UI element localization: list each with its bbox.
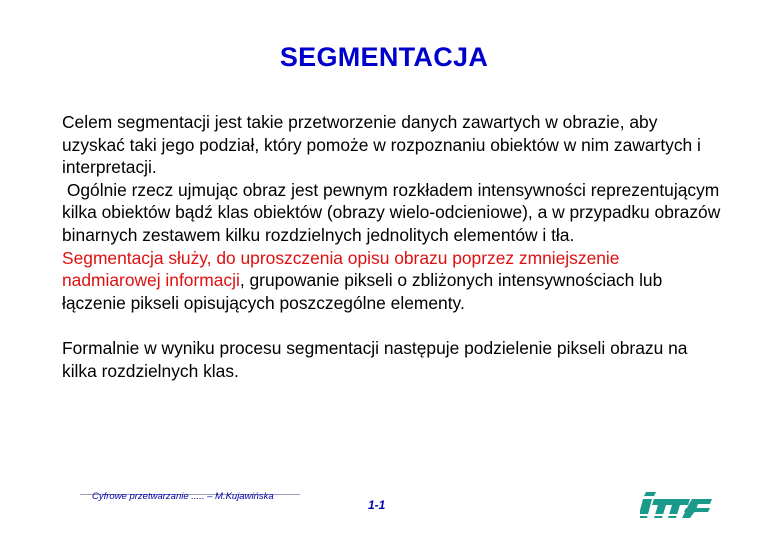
slide-body — [62, 111, 726, 382]
paragraph-3 — [62, 247, 722, 315]
footer-author: Cyfrowe przetwarzanie ..... – M.Kujawińska — [92, 491, 274, 502]
paragraph-3-rest: , grupowanie pikseli o zbliżonych intensywnościach lub łączenie pikseli opisujących poszczególne elementy. — [62, 270, 663, 313]
slide-title: SEGMENTACJA — [279, 42, 489, 72]
paragraph-2: Ogólnie rzecz ujmując obraz jest pewnym rozkładem intensywności reprezentującym kilka obiektów bądź klas obiektów (obrazy wielo-odcieniowe), a w przypadku obrazów binarnych zestawem kilku rozdzielnych jednolitych elementów i tła. — [62, 179, 726, 245]
paragraph-4: Formalnie w wyniku procesu segmentacji następuje podzielenie pikseli obrazu na kilka rozdzielnych klas. — [62, 337, 688, 381]
paragraph-gap — [62, 314, 722, 337]
institute-logo-icon — [640, 490, 712, 520]
page-number: 1-1 — [368, 498, 386, 512]
highlighted-text: Segmentacja służy, do uproszczenia opisu obrazu poprzez zmniejszenie nadmiarowej informacji — [62, 247, 620, 291]
paragraph-1: Celem segmentacji jest takie przetworzenie danych zawartych w obrazie, aby uzyskać taki jego podział, który pomoże w rozpoznaniu obiektów w nim zawartych i interpretacji. — [62, 112, 701, 178]
